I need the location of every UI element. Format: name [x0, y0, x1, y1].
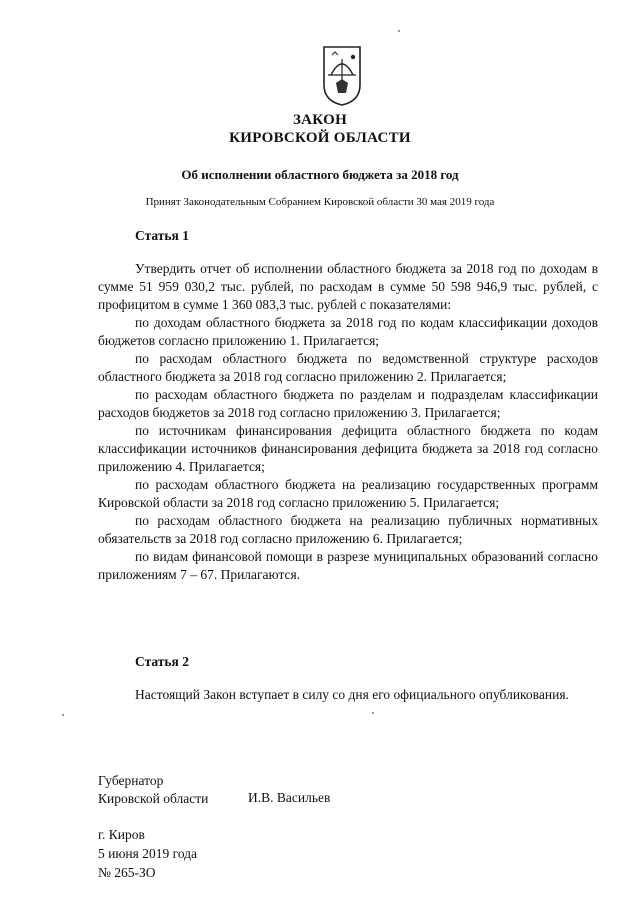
article-2-heading: Статья 2	[135, 654, 189, 669]
article-1-body	[98, 260, 598, 584]
article-1-intro: Утвердить отчет об исполнении областного бюджета за 2018 год по доходам в сумме 51 959 030,2 тыс. рублей, по расходам в сумме 50 598 946,9 тыс. рублей, с профицитом в сумме 1 360 083,3 тыс. рублей с показателями:	[98, 261, 598, 312]
article-1-item: по источникам финансирования дефицита областного бюджета по кодам классификации источников финансирования дефицита бюджета за 2018 год согласно приложению 4. Прилагается;	[98, 423, 598, 474]
signature-region: Кировской области	[98, 791, 209, 806]
signature-name: И.В. Васильев	[248, 790, 331, 805]
article-2-text: Настоящий Закон вступает в силу со дня его официального опубликования.	[135, 687, 569, 702]
article-1-item: по расходам областного бюджета по разделам и подразделам классификации расходов бюджетов за 2018 год согласно приложению 3. Прилагается;	[98, 387, 598, 420]
place-date-block	[98, 825, 197, 882]
signature-block	[98, 772, 208, 808]
scan-speck	[372, 712, 374, 714]
coat-of-arms-icon	[322, 45, 362, 107]
signature-position: Губернатор	[98, 773, 164, 788]
place-date: 5 июня 2019 года	[98, 846, 198, 861]
article-1-item: по расходам областного бюджета по ведомственной структуре расходов областного бюджета за 2018 год согласно приложению 2. Прилагается;	[98, 351, 598, 384]
article-1-item: по расходам областного бюджета на реализацию публичных нормативных обязательств за 2018 год согласно приложению 6. Прилагается;	[98, 513, 598, 546]
place-city: г. Киров	[98, 827, 145, 842]
article-1-item: по доходам областного бюджета за 2018 год по кодам классификации доходов бюджетов согласно приложению 1. Прилагается;	[98, 315, 598, 348]
article-2-body	[98, 686, 598, 704]
article-1-heading: Статья 1	[135, 228, 189, 243]
law-subject: Об исполнении областного бюджета за 2018 год	[181, 167, 459, 182]
law-title: ЗАКОН	[292, 112, 348, 128]
article-1-item: по расходам областного бюджета на реализацию государственных программ Кировской области за 2018 год согласно приложению 5. Прилагается;	[98, 477, 598, 510]
scan-speck	[62, 714, 64, 716]
law-region: КИРОВСКОЙ ОБЛАСТИ	[229, 130, 411, 146]
law-number: № 265-ЗО	[98, 865, 156, 880]
adoption-note: Принят Законодательным Собранием Кировской области 30 мая 2019 года	[145, 196, 495, 208]
scan-speck	[398, 30, 400, 32]
article-1-item: по видам финансовой помощи в разрезе муниципальных образований согласно приложениям 7 – 67. Прилагаются.	[98, 549, 598, 582]
